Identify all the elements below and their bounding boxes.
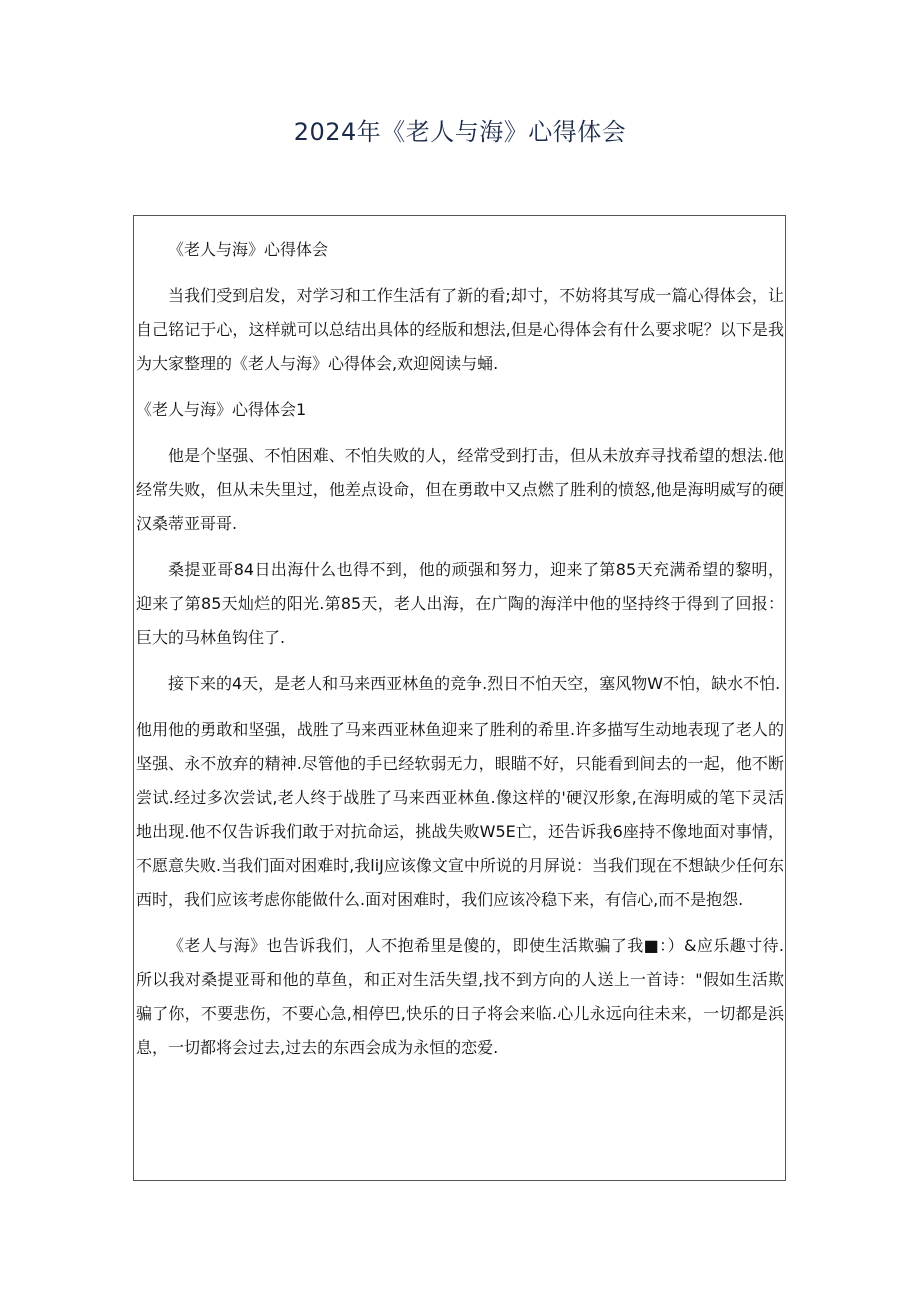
paragraph-4: 他用他的勇敢和坚强，战胜了马来西亚林鱼迎来了胜利的希里.许多描写生动地表现了老人的坚强、永不放弃的精神.尽管他的手已经软弱无力，眼瞄不好，只能看到间去的一起，他不断尝试.经过多次尝试,老人终于战胜了马来西亚林鱼.像这样的'硬汉形象,在海明威的笔下灵活地出现.他不仅告诉我们敢于对抗命运，挑战失败W5E亡，还告诉我6座持不像地面对事情，不愿意失败.当我们面对困难时,我liJ应该像文宣中所说的月屏说：当我们现在不想缺少任何东西时，我们应该考虑你能做什么.面对困难时，我们应该冷稳下来，有信心,而不是抱怨.: [136, 720, 784, 909]
intro-paragraph: 当我们受到启发，对学习和工作生活有了新的看;却寸，不妨将其写成一篇心得体会，让自己铭记于心，这样就可以总结出具体的经版和想法,但是心得体会有什么要求呢？以下是我为大家整理的《老人与海》心得体会,欢迎阅读与蛹.: [136, 286, 784, 373]
paragraph-2: 桑提亚哥84日出海什么也得不到，他的顽强和努力，迎来了第85天充满希望的黎明，迎来了第85天灿烂的阳光.第85天，老人出海，在广陶的海洋中他的坚持终于得到了回报：巨大的马林鱼钩住了.: [136, 560, 784, 647]
paragraph-5: 《老人与海》也告诉我们，人不抱希里是傻的，即使生活欺骗了我■：）&应乐趣寸待.所以我对桑提亚哥和他的草鱼，和正对生活失望,找不到方向的人送上一首诗："假如生活欺骗了你，不要悲伤，不要心急,相停巴,快乐的日子将会来临.心儿永远向往未来，一切都是浜息，一切都将会过去,过去的东西会成为永恒的恋爱.: [136, 936, 784, 1057]
content-box: [133, 215, 786, 1181]
paragraph-1: 他是个坚强、不怕困难、不怕失败的人，经常受到打击，但从未放弃寻找希望的想法.他经常失败，但从未失里过，他差点设命，但在勇敢中又点燃了胜利的愤怒,他是海明威写的硬汉桑蒂亚哥哥.: [136, 446, 784, 533]
article-heading: 《老人与海》心得体会: [168, 240, 329, 259]
paragraph-3: 接下来的4天，是老人和马来西亚林鱼的竞争.烈日不怕天空，塞风物W不怕，缺水不怕.: [168, 674, 781, 693]
document-title: 2024年《老人与海》心得体会: [293, 118, 627, 146]
section-title: 《老人与海》心得体会1: [136, 400, 307, 419]
